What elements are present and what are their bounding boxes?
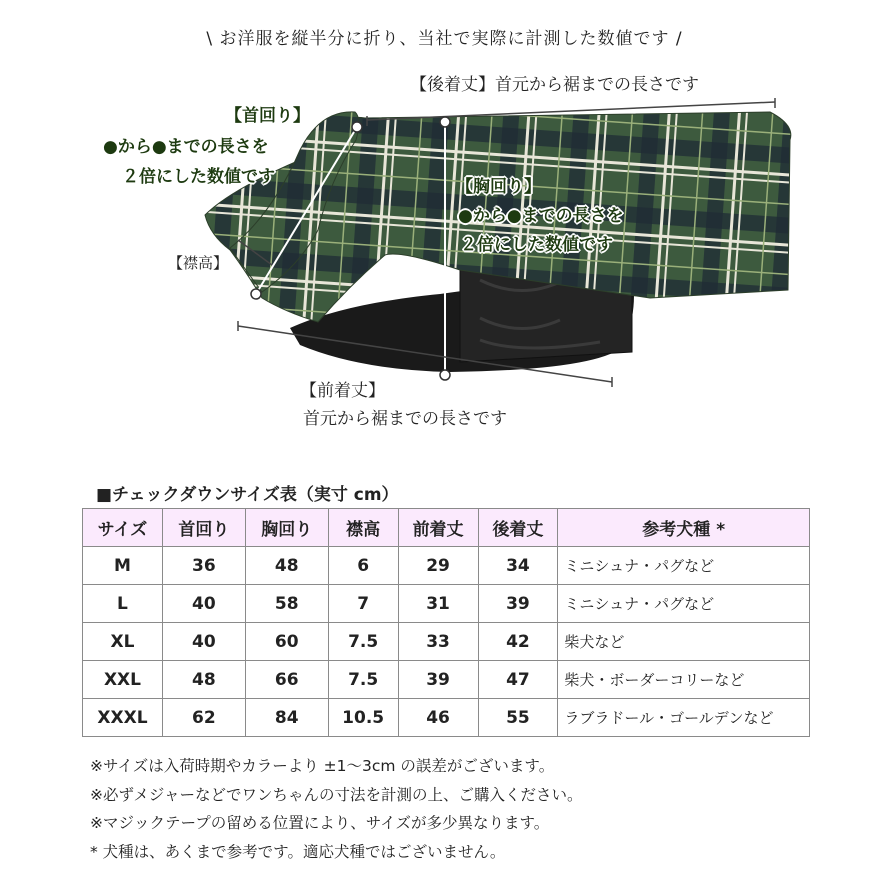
neck-desc-line2: ２倍にした数値です (122, 167, 275, 187)
cell-breed: ミニシュナ・パグなど (558, 585, 810, 623)
table-row (83, 623, 810, 661)
chest-desc-line1: ●から●までの長さを (458, 206, 624, 226)
measurement-caption: \ お洋服を縦半分に折り、当社で実際に計測した数値です / (206, 29, 683, 49)
size-table-title: ■チェックダウンサイズ表（実寸 cm） (96, 485, 399, 505)
header-size: サイズ (83, 509, 163, 547)
header-breed: 参考犬種 * (558, 509, 810, 547)
cell-back-length: 39 (478, 585, 558, 623)
cell-breed: ラブラドール・ゴールデンなど (558, 699, 810, 737)
cell-back-length: 55 (478, 699, 558, 737)
cell-neck: 48 (162, 661, 245, 699)
cell-front-length: 31 (398, 585, 478, 623)
cell-front-length: 39 (398, 661, 478, 699)
cell-chest: 58 (245, 585, 328, 623)
back-length-label (410, 72, 699, 99)
header-chest: 胸回り (245, 509, 328, 547)
size-table (82, 508, 810, 737)
cell-chest: 48 (245, 547, 328, 585)
cell-front-length: 33 (398, 623, 478, 661)
front-length-desc: 首元から裾までの長さです (303, 409, 507, 429)
cell-back-length: 34 (478, 547, 558, 585)
chest-dot-bottom (440, 370, 450, 380)
cell-breed: 柴犬など (558, 623, 810, 661)
cell-neck: 40 (162, 585, 245, 623)
size-notes (90, 752, 583, 866)
header-collar-height: 襟高 (328, 509, 398, 547)
table-row (83, 585, 810, 623)
neck-desc-line1: ●から●までの長さを (103, 137, 269, 157)
cell-size: M (83, 547, 163, 585)
header-front-length: 前着丈 (398, 509, 478, 547)
neck-dot-top (352, 122, 362, 132)
cell-front-length: 46 (398, 699, 478, 737)
chest-dot-top (440, 117, 450, 127)
cell-neck: 36 (162, 547, 245, 585)
cell-size: L (83, 585, 163, 623)
note-breed: * 犬種は、あくまで参考です。適応犬種ではございません。 (90, 842, 506, 861)
back-length-title: 【後着丈】 (410, 75, 495, 95)
cell-neck: 62 (162, 699, 245, 737)
table-row (83, 699, 810, 737)
cell-back-length: 47 (478, 661, 558, 699)
cell-breed: 柴犬・ボーダーコリーなど (558, 661, 810, 699)
table-row (83, 547, 810, 585)
cell-size: XXXL (83, 699, 163, 737)
note-measure: ※必ずメジャーなどでワンちゃんの寸法を計測の上、ご購入ください。 (90, 785, 583, 804)
cell-size: XL (83, 623, 163, 661)
cell-front-length: 29 (398, 547, 478, 585)
chest-desc-line2: ２倍にした数値です (460, 235, 613, 255)
table-row (83, 661, 810, 699)
header-neck: 首回り (162, 509, 245, 547)
cell-collar-height: 7 (328, 585, 398, 623)
note-tolerance: ※サイズは入荷時期やカラーより ±1～3cm の誤差がございます。 (90, 757, 555, 775)
cell-size: XXL (83, 661, 163, 699)
cell-chest: 84 (245, 699, 328, 737)
chest-title: 【胸回り】 (456, 177, 541, 197)
front-length-title: 【前着丈】 (300, 381, 385, 401)
cell-collar-height: 10.5 (328, 699, 398, 737)
cell-collar-height: 6 (328, 547, 398, 585)
neck-title: 【首回り】 (225, 106, 310, 126)
cell-collar-height: 7.5 (328, 661, 398, 699)
note-velcro: ※マジックテープの留める位置により、サイズが多少異なります。 (90, 814, 550, 832)
cell-chest: 60 (245, 623, 328, 661)
cell-collar-height: 7.5 (328, 623, 398, 661)
cell-chest: 66 (245, 661, 328, 699)
header-back-length: 後着丈 (478, 509, 558, 547)
cell-breed: ミニシュナ・パグなど (558, 547, 810, 585)
table-header-row (83, 509, 810, 547)
back-length-desc: 首元から裾までの長さです (495, 75, 699, 95)
cell-back-length: 42 (478, 623, 558, 661)
neck-dot-bottom (251, 289, 261, 299)
cell-neck: 40 (162, 623, 245, 661)
collar-height-label: 【襟高】 (168, 254, 229, 272)
